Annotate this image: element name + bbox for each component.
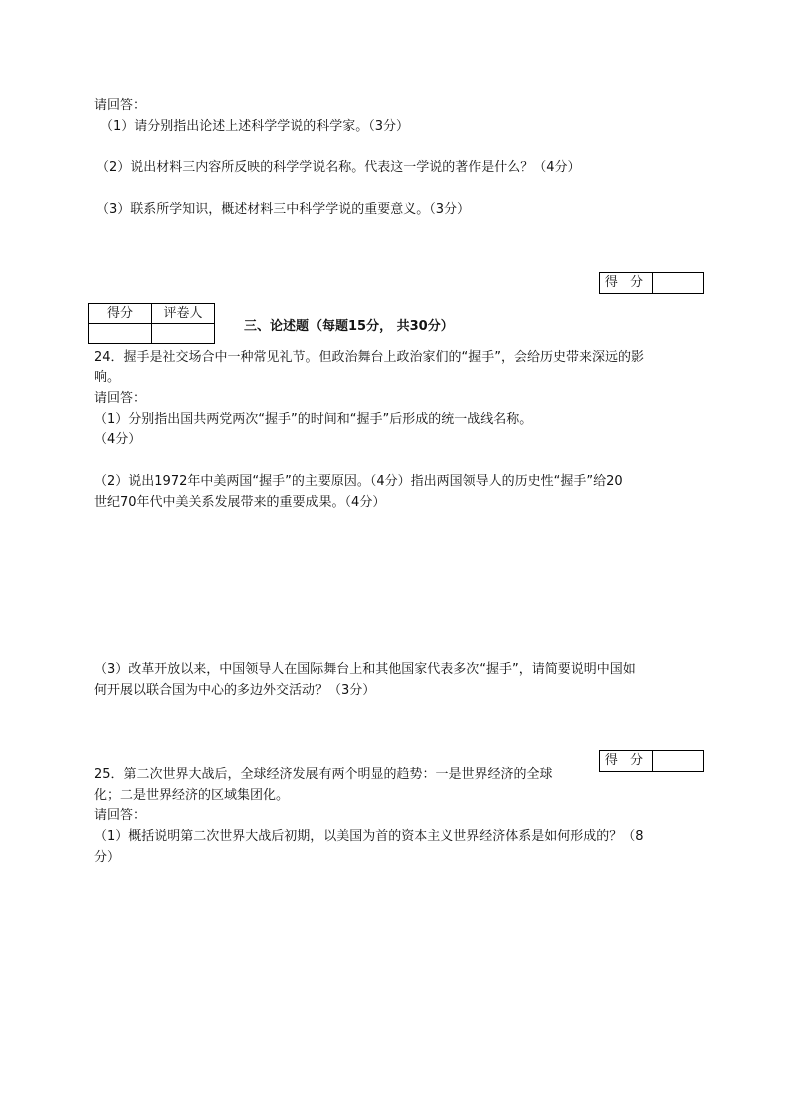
q24-stem-line2: 响。	[94, 370, 121, 385]
score-label: 得 分	[600, 751, 653, 771]
q25-stem-line1: 25．第二次世界大战后，全球经济发展有两个明显的趋势：一是世界经济的全球	[94, 767, 553, 782]
q25-sub1-line2: 分）	[94, 850, 121, 865]
q24-sub3-line2: 何开展以联合国为中心的多边外交活动？（3分）	[94, 683, 376, 698]
score-label: 得 分	[600, 273, 653, 293]
grader-score-header: 得分	[89, 304, 152, 324]
q25-sub1-line1: （1）概括说明第二次世界大战后初期，以美国为首的资本主义世界经济体系是如何形成的？（8	[94, 829, 644, 844]
grader-reviewer-header: 评卷人	[152, 304, 215, 324]
score-entry	[653, 273, 703, 293]
q24-stem-line1: 24．握手是社交场合中一种常见礼节。但政治舞台上政治家们的“握手”，会给历史带来深远的影	[94, 350, 645, 365]
q23-prompt: 请回答：	[94, 98, 147, 113]
q25-stem-line2: 化；二是世界经济的区域集团化。	[94, 788, 290, 803]
score-box	[599, 750, 704, 772]
grader-table	[88, 303, 215, 344]
section-title: 三、论述题（每题15分， 共30分）	[244, 319, 454, 334]
q23-sub1: （1）请分别指出论述上述科学学说的科学家。（3分）	[100, 119, 410, 134]
q23-sub3: （3）联系所学知识，概述材料三中科学学说的重要意义。（3分）	[96, 202, 471, 217]
q23-sub2: （2）说出材料三内容所反映的科学学说名称。代表这一学说的著作是什么？（4分）	[96, 160, 581, 175]
score-entry	[653, 751, 703, 771]
q24-sub1-line2: （4分）	[94, 432, 142, 447]
grader-score-cell	[89, 324, 152, 344]
q24-prompt: 请回答：	[94, 391, 147, 406]
score-box	[599, 272, 704, 294]
q24-sub1-line1: （1）分别指出国共两党两次“握手”的时间和“握手”后形成的统一战线名称。	[94, 412, 533, 427]
q25-prompt: 请回答：	[94, 808, 147, 823]
grader-reviewer-cell	[152, 324, 215, 344]
q24-sub3-line1: （3）改革开放以来，中国领导人在国际舞台上和其他国家代表多次“握手”，请简要说明中国如	[94, 662, 636, 677]
q24-sub2-line1: （2）说出1972年中美两国“握手”的主要原因。（4分）指出两国领导人的历史性“握手”给20	[94, 474, 623, 489]
q24-sub2-line2: 世纪70年代中美关系发展带来的重要成果。（4分）	[94, 495, 386, 510]
